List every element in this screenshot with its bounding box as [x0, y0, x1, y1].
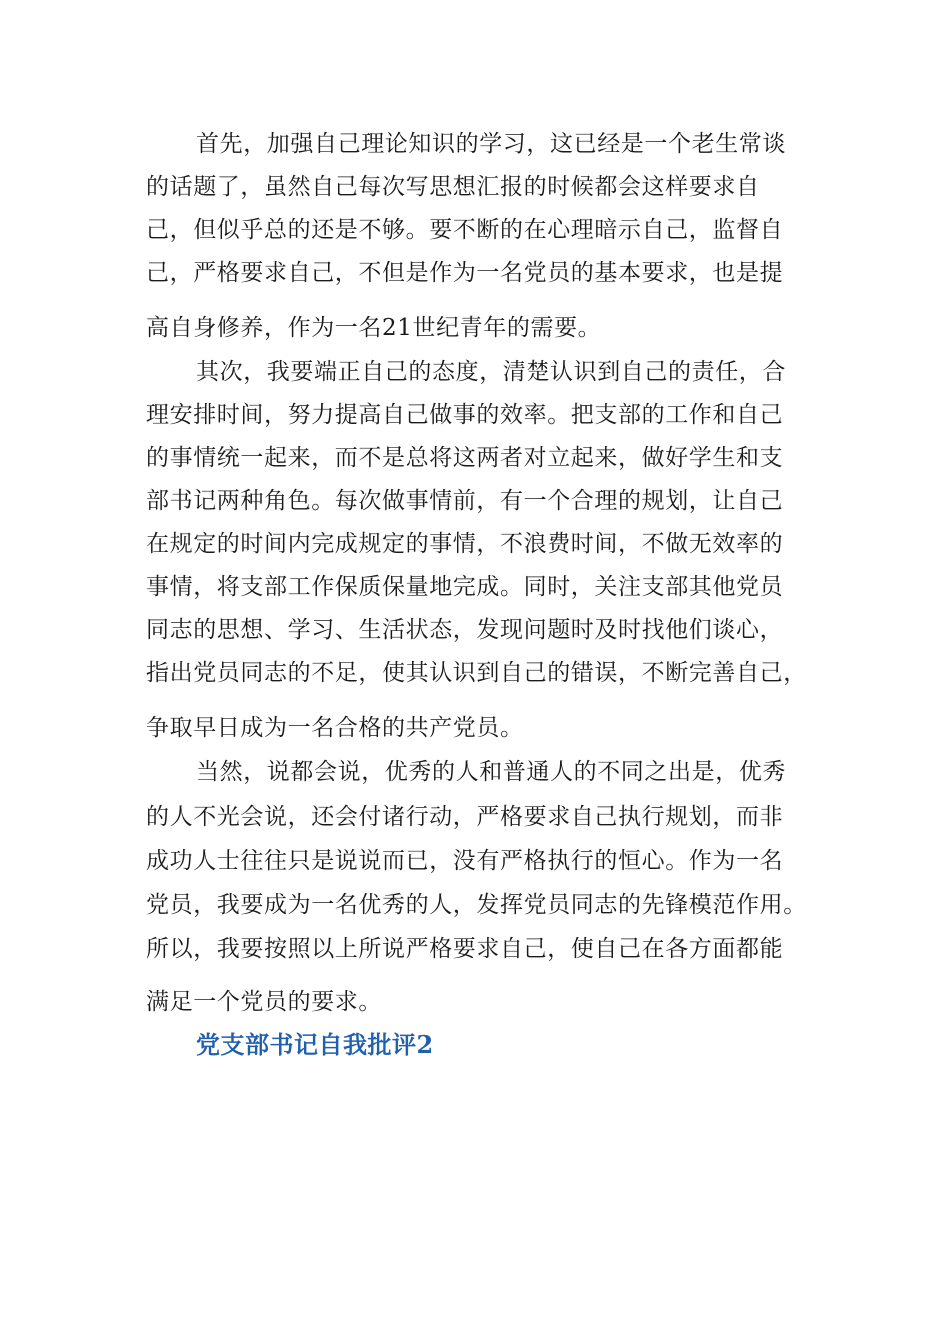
- paragraph-2-line-1: 其次，我要端正自己的态度，清楚认识到自己的责任，合: [196, 359, 786, 385]
- paragraph-3-line-3: 成功人士往往只是说说而已，没有严格执行的恒心。作为一名: [146, 848, 784, 874]
- paragraph-1-line-5: 高自身修养，作为一名21世纪青年的需要。: [146, 315, 602, 341]
- paragraph-2-line-7: 同志的思想、学习、生活状态，发现问题时及时找他们谈心，: [146, 617, 784, 643]
- paragraph-2-line-3: 的事情统一起来，而不是总将这两者对立起来，做好学生和支: [146, 445, 784, 471]
- paragraph-1-line-4: 己，严格要求自己，不但是作为一名党员的基本要求，也是提: [146, 260, 784, 286]
- paragraph-3-line-4: 党员，我要成为一名优秀的人，发挥党员同志的先锋模范作用。: [146, 892, 807, 918]
- paragraph-3-line-6: 满足一个党员的要求。: [146, 989, 382, 1015]
- paragraph-2-line-8: 指出党员同志的不足，使其认识到自己的错误，不断完善自己，: [146, 660, 807, 686]
- paragraph-2-line-5: 在规定的时间内完成规定的事情，不浪费时间，不做无效率的: [146, 531, 784, 557]
- paragraph-3-line-1: 当然，说都会说，优秀的人和普通人的不同之出是，优秀: [196, 759, 786, 785]
- paragraph-1-line-1: 首先，加强自己理论知识的学习，这已经是一个老生常谈: [196, 131, 786, 157]
- paragraph-1-line-2: 的话题了，虽然自己每次写思想汇报的时候都会这样要求自: [146, 174, 760, 200]
- paragraph-2-line-4: 部书记两种角色。每次做事情前，有一个合理的规划，让自己: [146, 488, 784, 514]
- paragraph-2-line-6: 事情，将支部工作保质保量地完成。同时，关注支部其他党员: [146, 574, 784, 600]
- paragraph-1-line-3: 己，但似乎总的还是不够。要不断的在心理暗示自己，监督自: [146, 217, 784, 243]
- paragraph-3-line-5: 所以，我要按照以上所说严格要求自己，使自己在各方面都能: [146, 936, 784, 962]
- paragraph-3-line-2: 的人不光会说，还会付诸行动，严格要求自己执行规划，而非: [146, 804, 784, 830]
- paragraph-2-line-9: 争取早日成为一名合格的共产党员。: [146, 715, 524, 741]
- section-heading: 党支部书记自我批评2: [196, 1030, 434, 1059]
- paragraph-2-line-2: 理安排时间，努力提高自己做事的效率。把支部的工作和自己: [146, 402, 784, 428]
